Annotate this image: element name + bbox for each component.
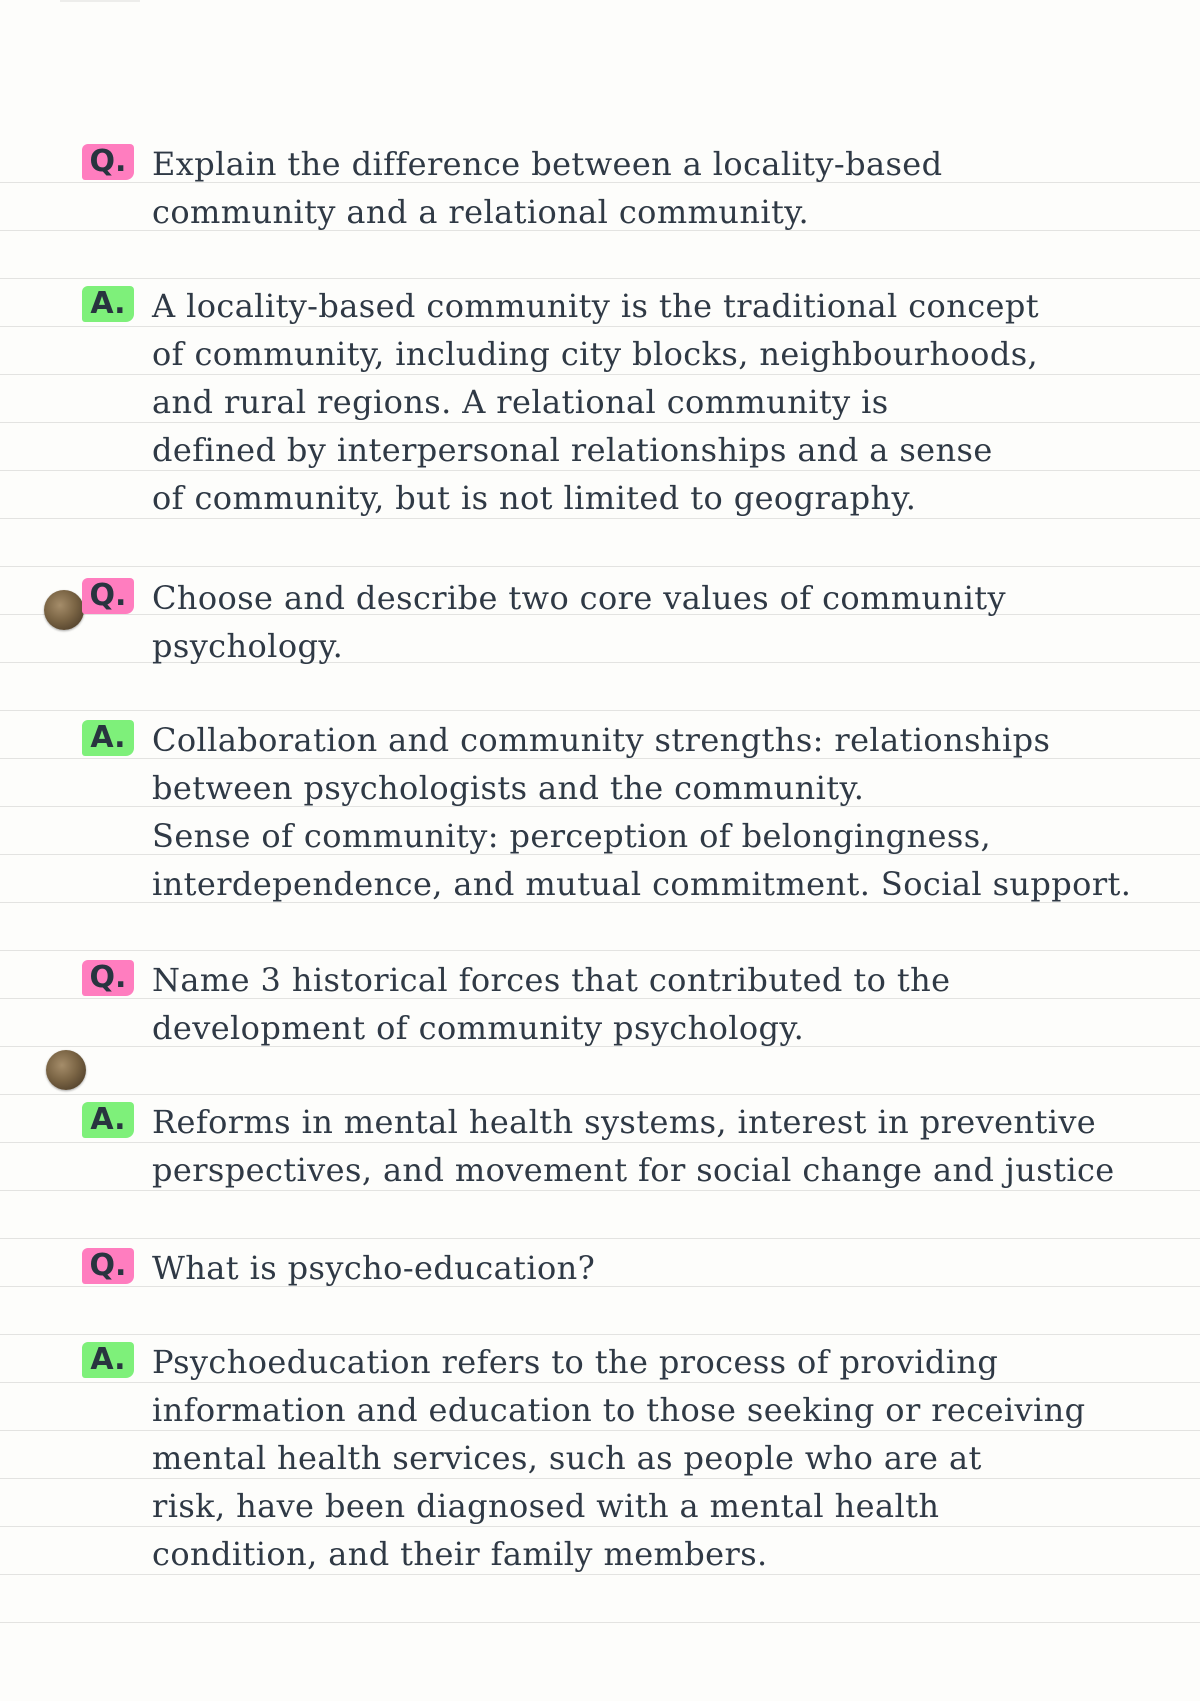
- answer-tag: A.: [82, 1342, 134, 1378]
- answer-tag: A.: [82, 720, 134, 756]
- question-text: Explain the difference between a locality-based community and a relational community.: [152, 145, 943, 231]
- question-entry: [70, 1244, 1180, 1294]
- answer-text: Psychoeducation refers to the process of providing information and education to those seeking or receiving mental health services, such as people who are at risk, have been diagnosed with a mental health condition, and their family members.: [152, 1343, 1086, 1573]
- question-tag: Q.: [82, 960, 134, 996]
- binder-hole: [46, 1050, 86, 1090]
- answer-entry: [70, 716, 1180, 916]
- answer-tag: A.: [82, 286, 134, 322]
- answer-text: Reforms in mental health systems, interest in preventive perspectives, and movement for social change and justice: [152, 1103, 1115, 1189]
- top-edge-mark: [60, 0, 140, 2]
- answer-tag: A.: [82, 1102, 134, 1138]
- answer-entry: [70, 282, 1180, 527]
- question-entry: [70, 140, 1180, 240]
- answer-text: Collaboration and community strengths: relationships between psychologists and the community. Sense of community: perception of belongingness, interdependence, and mutual commitment. Social support.: [152, 721, 1132, 903]
- question-tag: Q.: [82, 578, 134, 614]
- answer-entry: [70, 1098, 1180, 1198]
- question-text: What is psycho-education?: [152, 1249, 596, 1287]
- question-entry: [70, 956, 1180, 1056]
- question-text: Choose and describe two core values of community psychology.: [152, 579, 1006, 665]
- answer-text: A locality-based community is the traditional concept of community, including city blocks, neighbourhoods, and rural regions. A relational community is defined by interpersonal relationships and a sense of community, but is not limited to geography.: [152, 287, 1040, 517]
- question-entry: [70, 574, 1180, 674]
- question-tag: Q.: [82, 1248, 134, 1284]
- answer-entry: [70, 1338, 1180, 1583]
- question-tag: Q.: [82, 144, 134, 180]
- question-text: Name 3 historical forces that contributed to the development of community psychology.: [152, 961, 951, 1047]
